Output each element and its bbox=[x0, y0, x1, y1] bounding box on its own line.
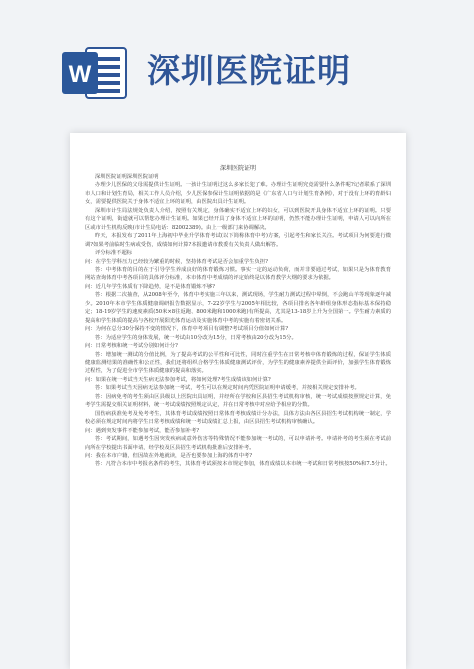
document-paragraph: 答：根据二次抽查，从2008年至今，体育中考实施三年以来，测试现场，学生耐力测试过程中晕倒，不会跑山羊等现象逐年减少。2010年本市学生体质健康调研报告数据显示，7-22岁学生与2005年相比较，各项目排名各年龄组身体形态指标基本保持稳定；18-19岁学生的速度素质(50米×8往返跑、800米跑和1000米跑)有所提高，尤其是13-18岁上升为全国第一。学生耐力素质的提高和学生体质的提高与各校开展阳光体育运动及实施体育中考的实施有着密切关系。 bbox=[85, 292, 391, 324]
document-title: 深圳医院证明 bbox=[219, 165, 256, 172]
word-document-icon bbox=[60, 42, 130, 104]
document-paragraph: 问：如果在统一考试当天生病无法参加考试，将如何处理?考生成绩该如何计算? bbox=[85, 376, 271, 383]
document-paragraph: 问：近几年学生体质有下降趋势，是不是体育锻炼不够? bbox=[85, 283, 215, 290]
document-paragraph: 答：增加统一测试的分值比例，为了提高考试的公平性和可比性，同时注重学生在日常考核中体育锻炼的过程，保证学生体质健康监测结果的准确性和公正性，我们还将组织合格学生体质健康测试评价，为学生的健康素养提供全面评价，加强学生体育锻炼过程性，为了促进全市学生体质健康的提高和落实。 bbox=[85, 351, 391, 375]
document-paragraph: 答：考试期间，如遇考生因突发疾病或意外伤害等特殊情况不能参加统一考试的，可以申请补考。申请补考的考生须在考试前向所在学校提出书面申请，经学校及区县招生考试机构批准后安排补考。 bbox=[85, 436, 391, 451]
word-logo-letter: W bbox=[68, 61, 92, 88]
document-paragraph: 问：遇到突发事件不能参加考试，能否参加补考? bbox=[85, 427, 200, 434]
document-paragraph: 国伤病获准免考及免考考生，其体育考试成绩按照日常体育考核成绩计分办法，具体方法由各区县招生考试机构统一制定，学校必须在规定时间内将学生日常考核成绩和统一考试成绩汇总上报，由区县招生考试机构审核确认。 bbox=[85, 410, 391, 426]
document-body bbox=[85, 173, 391, 469]
document-paragraph: 评分标准不超标 bbox=[95, 250, 133, 257]
document-paragraph: 昨天，本报发布了2011年上海初中毕业升学体育考试(以下简称体育中考)方案，引起考生和家长关注。考试项目为何要进行微调?如果考前临时生病或受伤，成绩如何计算?本报邀请市教委有关负责人做出解答。 bbox=[85, 233, 391, 248]
page-title: 深圳医院证明 bbox=[147, 51, 351, 90]
header-banner bbox=[0, 0, 474, 120]
document-paragraph: 答：如果考试当天因病无法参加统一考试，考生可以在规定时间内凭医院证明申请缓考，并按相关规定安排补考。 bbox=[95, 385, 360, 392]
document-paragraph: 办理少儿医保的父母需提供计生证明。一孩计生证明过这么多家长犯了难。办理计生证明究竟需要什么条件呢?记者联系了深圳市人口和计划生育局，相关工作人员介绍，少儿医保参保计生证明依据的是《广东省人口与计划生育条例》，对于没有上环的育龄妇女，需要提供医院关于身体不适宜上环的证明，由医院出具计生证明。 bbox=[85, 182, 391, 206]
document-paragraph: 问：在学生学科压力已经较为繁重的时候，坚持体育考试是否会加重学生负担? bbox=[85, 258, 268, 265]
document-paragraph: 答：中考体育的目的在于引导学生养成良好的体育锻炼习惯。事实一定的运动负荷，而并非要通过考试，如果只是为体育教育网站查询体育中考各项目的具体评分标准，本市体育中考成绩的评定始终是以体育教学大纲的要求为依据。 bbox=[85, 266, 391, 282]
document-paragraph: 答：凡符合本市中考报名条件的考生，其体育考试须按本市规定参加，体育成绩以本市统一考试和日常考核按50%和7.5分计。 bbox=[95, 461, 391, 468]
document-paragraph: 深圳市计生局法规处负责人介绍，按照有关规定，身体确实不适宜上环的妇女，可以到医院开具身体不适宜上环的证明。只要有这个证明，街道就可以帮您办理计生证明。如果已经开具了身体不适宜上环的证明，仍然不能办理计生证明，申请人可以向所在区或市计生机构反映(市计生局电话：82002389)。由上一级部门来协调解决。 bbox=[85, 207, 391, 231]
document-page bbox=[70, 133, 406, 669]
document-paragraph: 问：为何在总分30分保持不变的情况下，体育中考项目有调整?考试项目分值如何计算? bbox=[85, 326, 289, 333]
document-paragraph: 深圳医院证明深圳医院证明 bbox=[95, 174, 159, 180]
document-paragraph: 问：我在本市户籍，但因故在外地就读，是否也要参加上海的体育中考? bbox=[85, 452, 253, 459]
document-paragraph: 答：因病免考的考生须由区县级以上医院出具证明，并经所在学校和区县招生考试机构审核，统一考试成绩按照规定计算，免考学生需提交相关证明材料，统一考试成绩按照规定认定，并在日常考核中对应给予相应的分数。 bbox=[85, 393, 391, 409]
document-paragraph: 问：日常考核和统一考试分别如何计分? bbox=[85, 343, 178, 350]
document-paragraph: 答：为适应学生的身体发展，统一考试由10分改为15分，日常考核由20分改为15分。 bbox=[95, 334, 297, 341]
